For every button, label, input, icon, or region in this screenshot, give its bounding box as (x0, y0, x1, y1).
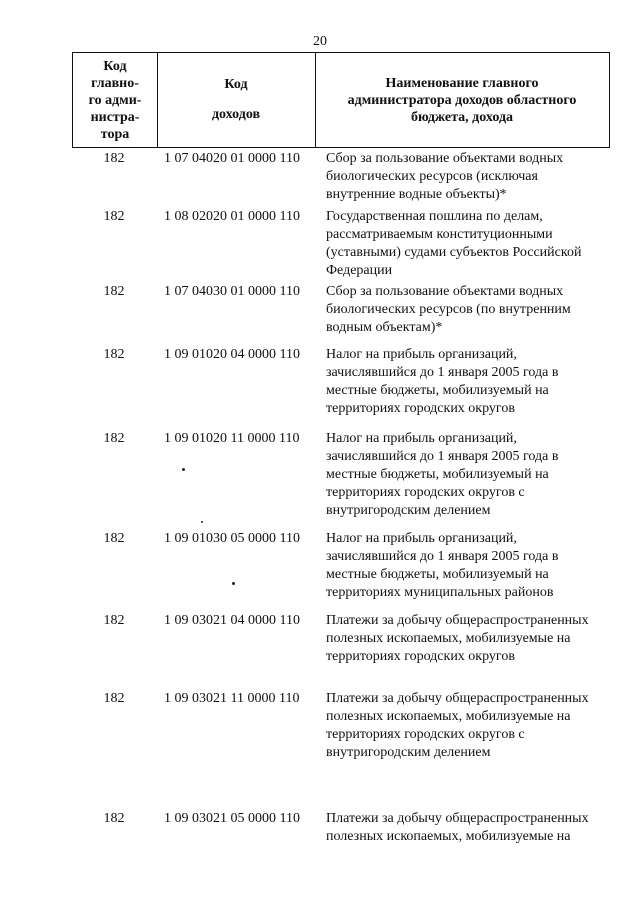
name-cell: Сбор за пользование объектами водных биологических ресурсов (по внутренним водным объектам)* (326, 284, 571, 335)
income-code-cell: 1 09 01020 04 0000 110 (164, 347, 300, 362)
income-code-cell: 1 09 01020 11 0000 110 (164, 431, 300, 446)
admin-code-cell: 182 (103, 531, 125, 546)
table-header (72, 52, 610, 148)
name-cell: Платежи за добычу общераспространенных полезных ископаемых, мобилизуемые на территориях городских округов с внутригородским делением (326, 691, 589, 760)
name-cell: Налог на прибыль организаций, зачислявшийся до 1 января 2005 года в местные бюджеты, мобилизуемый на территориях муниципальных районов (326, 531, 559, 600)
page-number: 20 (313, 34, 327, 49)
admin-code-cell: 182 (103, 347, 125, 362)
name-cell: Платежи за добычу общераспространенных полезных ископаемых, мобилизуемые на (326, 811, 589, 844)
header-income-code (157, 53, 315, 147)
header-income-code-label: Код доходов (211, 77, 261, 122)
income-code-cell: 1 09 03021 11 0000 110 (164, 691, 300, 706)
admin-code-cell: 182 (103, 209, 125, 224)
name-cell: Налог на прибыль организаций, зачислявшийся до 1 января 2005 года в местные бюджеты, мобилизуемый на территориях городских округов (326, 347, 559, 416)
header-admin-code (73, 53, 157, 147)
income-code-cell: 1 07 04030 01 0000 110 (164, 284, 300, 299)
header-admin-code-label: Код главно- го адми- нистра- тора (88, 58, 142, 142)
admin-code-cell: 182 (103, 151, 125, 166)
admin-code-cell: 182 (103, 284, 125, 299)
name-cell: Государственная пошлина по делам, рассматриваемым конституционными (уставными) судами субъектов Российской Федерации (326, 209, 582, 278)
income-code-cell: 1 08 02020 01 0000 110 (164, 209, 300, 224)
header-name-label: Наименование главного администратора доходов областного бюджета, дохода (347, 75, 577, 125)
scan-speck (201, 521, 203, 523)
name-cell: Налог на прибыль организаций, зачислявшийся до 1 января 2005 года в местные бюджеты, мобилизуемый на территориях городских округов с внутригородским делением (326, 431, 559, 518)
admin-code-cell: 182 (103, 613, 125, 628)
income-code-cell: 1 09 03021 05 0000 110 (164, 811, 300, 826)
admin-code-cell: 182 (103, 431, 125, 446)
income-code-cell: 1 09 03021 04 0000 110 (164, 613, 300, 628)
name-cell: Сбор за пользование объектами водных биологических ресурсов (исключая внутренние водные объекты)* (326, 151, 564, 202)
scan-speck (182, 468, 185, 471)
income-code-cell: 1 09 01030 05 0000 110 (164, 531, 300, 546)
admin-code-cell: 182 (103, 811, 125, 826)
scan-speck (232, 582, 235, 585)
header-name (315, 53, 609, 147)
income-code-cell: 1 07 04020 01 0000 110 (164, 151, 300, 166)
name-cell: Платежи за добычу общераспространенных полезных ископаемых, мобилизуемые на территориях городских округов (326, 613, 589, 664)
admin-code-cell: 182 (103, 691, 125, 706)
